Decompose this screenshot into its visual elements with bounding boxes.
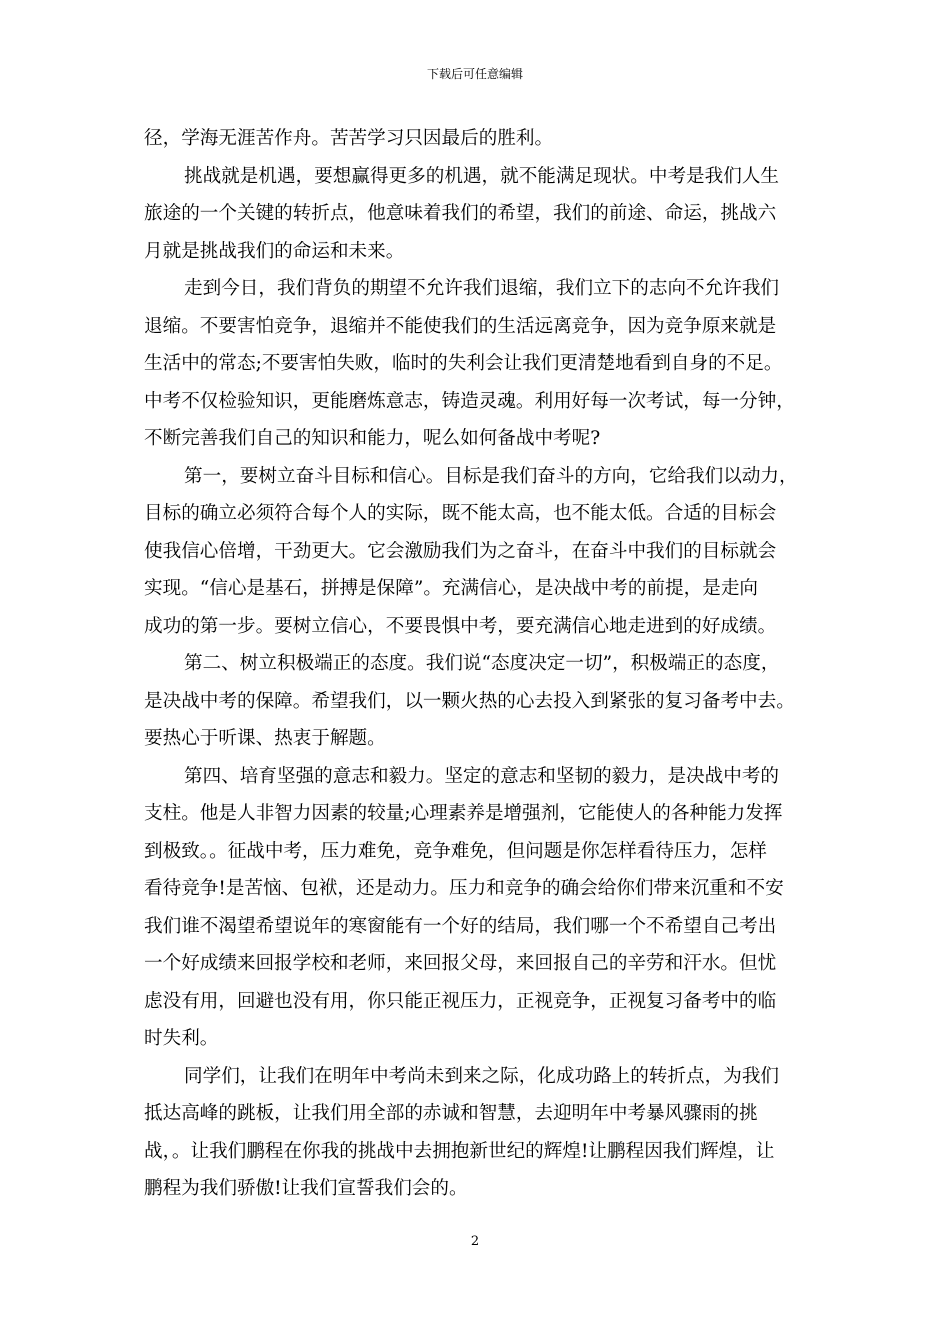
paragraph-3 <box>144 270 812 458</box>
text-line: 我们谁不渴望希望说年的寒窗能有一个好的结局，我们哪一个不希望自己考出 <box>144 915 777 937</box>
text-line: 一个好成绩来回报学校和老师，来回报父母，来回报自己的辛劳和汗水。但忧 <box>144 953 777 974</box>
page-header: 下载后可任意编辑 <box>426 67 523 81</box>
paragraph-1 <box>144 120 812 158</box>
text-line: 中考不仅检验知识，更能磨炼意志，铸造灵魂。利用好每一次考试，每一分钟， <box>144 390 795 412</box>
text-line: 第一，要树立奋斗目标和信心。目标是我们奋斗的方向，它给我们以动力， <box>184 465 798 487</box>
text-line: 使我信心倍增，干劲更大。它会激励我们为之奋斗，在奋斗中我们的目标就会 <box>144 540 777 562</box>
text-line: 旅途的一个关键的转折点，他意味着我们的希望，我们的前途、命运，挑战六 <box>144 203 777 224</box>
text-line: 时失利。 <box>144 1028 219 1049</box>
text-line: 第四、培育坚强的意志和毅力。坚定的意志和坚韧的毅力，是决战中考的 <box>184 765 780 787</box>
document-body <box>144 120 812 1208</box>
text-line: 抵达高峰的跳板，让我们用全部的赤诚和智慧，去迎明年中考暴风骤雨的挑 <box>144 1103 758 1124</box>
text-line: 是决战中考的保障。希望我们，以一颗火热的心去投入到紧张的复习备考中去。 <box>144 690 795 712</box>
paragraph-5 <box>144 645 812 758</box>
paragraph-7 <box>144 1058 812 1208</box>
text-line: 看待竞争!是苦恼、包袱，还是动力。压力和竞争的确会给你们带来沉重和不安 <box>144 878 784 899</box>
text-line: 不断完善我们自己的知识和能力，呢么如何备战中考呢? <box>144 428 601 449</box>
text-line: 退缩。不要害怕竞争，退缩并不能使我们的生活远离竞争，因为竞争原来就是 <box>144 315 777 337</box>
text-line: 同学们，让我们在明年中考尚未到来之际，化成功路上的转折点，为我们 <box>184 1065 780 1087</box>
text-line: 到极致。。征战中考，压力难免，竞争难免，但问题是你怎样看待压力，怎样 <box>144 840 767 862</box>
paragraph-4 <box>144 458 812 646</box>
text-line: 成功的第一步。要树立信心，不要畏惧中考，要充满信心地走进到的好成绩。 <box>144 615 777 637</box>
text-line: 径，学海无涯苦作舟。苦苦学习只因最后的胜利。 <box>144 128 554 149</box>
text-line: 生活中的常态;不要害怕失败，临时的失利会让我们更清楚地看到自身的不足。 <box>144 353 783 374</box>
text-line: 实现。“信心是基石，拼搏是保障”。充满信心，是决战中考的前提，是走向 <box>144 578 759 599</box>
text-line: 虑没有用，回避也没有用，你只能正视压力，正视竞争，正视复习备考中的临 <box>144 990 777 1012</box>
text-line: 第二、树立积极端正的态度。我们说“态度决定一切”，积极端正的态度， <box>184 653 780 674</box>
text-line: 鹏程为我们骄傲!让我们宣誓我们会的。 <box>144 1178 468 1199</box>
text-line: 目标的确立必须符合每个人的实际，既不能太高，也不能太低。合适的目标会 <box>144 503 777 524</box>
paragraph-2 <box>144 158 812 271</box>
text-line: 月就是挑战我们的命运和未来。 <box>144 240 405 262</box>
text-line: 战，。让我们鹏程在你我的挑战中去拥抱新世纪的辉煌!让鹏程因我们辉煌，让 <box>144 1140 775 1162</box>
text-line: 走到今日，我们背负的期望不允许我们退缩，我们立下的志向不允许我们 <box>184 278 780 299</box>
paragraph-6 <box>144 758 812 1058</box>
text-line: 要热心于听课、热衷于解题。 <box>144 728 386 749</box>
page-number: 2 <box>470 1234 480 1249</box>
text-line: 挑战就是机遇，要想赢得更多的机遇，就不能满足现状。中考是我们人生 <box>184 165 780 187</box>
text-line: 支柱。他是人非智力因素的较量;心理素养是增强剂，它能使人的各种能力发挥 <box>144 803 783 824</box>
